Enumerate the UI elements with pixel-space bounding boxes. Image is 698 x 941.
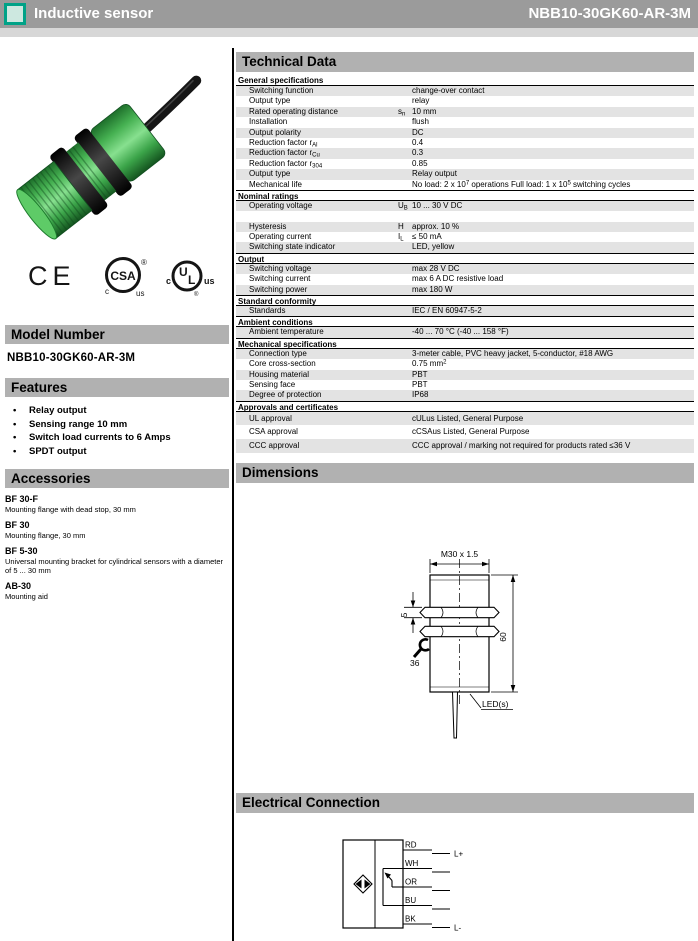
spec-label: Housing material (249, 369, 310, 379)
accessory-name: BF 5-30 (5, 546, 38, 556)
spec-row (236, 412, 694, 426)
svg-text:c: c (105, 287, 109, 296)
spec-row (236, 107, 694, 117)
spec-symbol (398, 274, 412, 284)
spec-label: Hysteresis (249, 221, 287, 231)
svg-text:®: ® (141, 258, 147, 267)
spec-section-title: General specifications (236, 75, 694, 86)
spec-symbol (398, 159, 412, 169)
wire-label-wh: WH (405, 859, 419, 868)
column-divider (232, 48, 234, 941)
spec-value: 0.4 (412, 137, 424, 147)
spec-value: PBT (412, 379, 428, 389)
spec-row (236, 232, 694, 242)
accessory-description: Mounting aid (5, 592, 48, 601)
accessory-item (5, 494, 229, 514)
spec-value: 3-meter cable, PVC heavy jacket, 5-conductor, #18 AWG (412, 348, 614, 358)
spec-symbol (398, 390, 412, 400)
spec-row (236, 264, 694, 274)
accessories-section-title: Accessories (5, 469, 229, 488)
wrench-icon (414, 639, 429, 657)
spec-row (236, 138, 694, 148)
spec-row (236, 425, 694, 439)
cable-outline (453, 692, 458, 738)
spec-label: Standards (249, 306, 286, 316)
spec-label: CCC approval (249, 440, 300, 450)
spec-row (236, 96, 694, 106)
page-header (0, 0, 698, 28)
spec-value: DC (412, 127, 424, 137)
wiring-diagram (236, 820, 696, 941)
spec-label: Operating current (249, 232, 312, 242)
ce-mark: CE (28, 261, 76, 291)
svg-text:c: c (166, 276, 172, 286)
accessory-item (5, 581, 229, 601)
spec-row (236, 148, 694, 158)
spec-symbol (398, 169, 412, 179)
spec-symbol (398, 96, 412, 106)
accessory-description: Mounting flange, 30 mm (5, 531, 86, 540)
spec-symbol (398, 439, 412, 453)
technical-data-section-title: Technical Data (236, 52, 694, 72)
feature-item: • Relay output (5, 404, 229, 418)
wire-label-or: OR (405, 877, 417, 887)
spec-section-title: Approvals and certificates (236, 401, 694, 412)
wire-label-rd: RD (405, 840, 417, 850)
spec-label: Switching voltage (249, 263, 312, 273)
spec-row (236, 359, 694, 369)
nut-height-label: 5 (399, 612, 409, 618)
spec-row (236, 439, 694, 453)
spec-symbol (398, 380, 412, 390)
accessories-list (5, 494, 229, 601)
spec-value: max 28 V DC (412, 263, 460, 273)
spec-symbol (398, 349, 412, 359)
spec-value: PBT (412, 369, 428, 379)
spec-label (236, 211, 398, 221)
spec-label: Connection type (249, 348, 307, 358)
svg-text:us: us (136, 289, 145, 298)
spec-value: relay (412, 96, 430, 106)
accessory-name: AB-30 (5, 581, 32, 591)
wire-label-bk: BK (405, 914, 416, 924)
spec-label: Reduction factor $r_{Al}$ (249, 137, 318, 149)
spec-symbol (398, 148, 412, 158)
accessory-description: Universal mounting bracket for cylindrical sensors with a diameter of 5 ... 30 mm (5, 557, 224, 575)
spec-symbol (398, 128, 412, 138)
spec-symbol: $I_L$ (398, 232, 404, 243)
spec-symbol (398, 242, 412, 252)
spec-section-title: Nominal ratings (236, 190, 694, 201)
spec-symbol (398, 370, 412, 380)
product-photo (8, 40, 222, 252)
accessory-item (5, 546, 229, 575)
technical-data-table (236, 75, 694, 453)
certification-logos (10, 252, 222, 300)
spec-row (236, 274, 694, 284)
spec-label: Reduction factor $r_{304}$ (249, 158, 323, 170)
spec-label: Switching power (249, 284, 308, 294)
spec-row (236, 117, 694, 127)
spec-label: Degree of protection (249, 390, 322, 400)
spec-value: 10 mm (412, 106, 437, 116)
spec-label: Output type (249, 169, 291, 179)
spec-row (236, 380, 694, 390)
spec-symbol (398, 285, 412, 295)
feature-item: • SPDT output (5, 445, 229, 459)
spec-value: cCSAus Listed, General Purpose (412, 427, 530, 437)
spec-row (236, 242, 694, 252)
svg-text:CSA: CSA (110, 269, 136, 283)
spec-row (236, 306, 694, 316)
svg-text:®: ® (194, 292, 199, 298)
spec-row (236, 327, 694, 337)
dimension-drawing (236, 545, 696, 745)
wrench-size-label: 36 (410, 658, 420, 668)
spec-value (412, 211, 694, 221)
spec-symbol (398, 359, 412, 369)
spec-value: 0.75 $mm^2$ (412, 359, 447, 369)
spec-row (236, 169, 694, 179)
spec-symbol (398, 117, 412, 127)
spec-value: approx. 10 % (412, 221, 460, 231)
spec-value: 0.85 (412, 158, 428, 168)
model-number-section-title: Model Number (5, 325, 229, 344)
spec-value: Relay output (412, 169, 457, 179)
spec-label: UL approval (249, 413, 292, 423)
led-label: LED(s) (482, 699, 509, 709)
spec-value: CCC approval / marking not required for products rated ≤36 V (412, 440, 631, 450)
spec-symbol (398, 412, 412, 426)
spec-value: max 6 A DC resistive load (412, 274, 504, 284)
header-model-number: NBB10-30GK60-AR-3M (528, 5, 691, 22)
spec-symbol (398, 86, 412, 96)
spec-symbol (398, 211, 412, 221)
spec-label: Switching function (249, 86, 314, 95)
accessory-name: BF 30-F (5, 494, 39, 504)
spec-row (236, 211, 694, 221)
spec-symbol (398, 306, 412, 316)
supply-positive-label: L+ (454, 849, 464, 859)
spec-value: max 180 W (412, 284, 453, 294)
spec-section-title: Output (236, 253, 694, 264)
left-column (5, 325, 229, 601)
spec-section-title: Standard conformity (236, 295, 694, 306)
ul-mark (166, 262, 215, 298)
spec-symbol: $s_n$ (398, 106, 406, 118)
supply-negative-label: L- (454, 923, 462, 933)
spec-symbol (398, 327, 412, 337)
spec-row (236, 285, 694, 295)
spec-label: Output polarity (249, 127, 302, 137)
spec-row (236, 349, 694, 359)
spec-symbol: H (398, 221, 404, 231)
spec-row (236, 128, 694, 138)
spec-label: CSA approval (249, 427, 298, 437)
spec-label: Installation (249, 117, 288, 127)
feature-item: • Switch load currents to 6 Amps (5, 431, 229, 445)
spec-symbol (398, 180, 412, 190)
brand-square-icon (4, 3, 26, 25)
spec-value: cULus Listed, General Purpose (412, 413, 524, 423)
spec-symbol (398, 425, 412, 439)
spec-value: 10 ... 30 V DC (412, 200, 463, 210)
header-substrip (0, 28, 698, 37)
spec-value: -40 ... 70 °C (-40 ... 158 °F) (412, 327, 509, 337)
spec-label: Output type (249, 96, 291, 106)
spec-value: ≤ 50 mA (412, 232, 442, 242)
spec-row (236, 201, 694, 211)
spec-label: Mechanical life (249, 179, 302, 189)
accessory-name: BF 30 (5, 520, 30, 530)
spec-symbol (398, 264, 412, 274)
spec-row (236, 180, 694, 190)
spec-symbol: $U_B$ (398, 200, 408, 212)
spec-row (236, 159, 694, 169)
svg-text:L: L (188, 273, 196, 287)
spec-label: Operating voltage (249, 200, 313, 210)
spec-value: IEC / EN 60947-5-2 (412, 306, 482, 316)
model-number-value: NBB10-30GK60-AR-3M (7, 352, 136, 364)
spec-label: Switching current (249, 274, 311, 284)
thread-size-label: M30 x 1.5 (440, 549, 479, 559)
features-section-title: Features (5, 378, 229, 397)
body-length-label: 60 (498, 632, 508, 642)
spec-row (236, 390, 694, 400)
csa-mark (105, 258, 147, 298)
svg-text:U: U (179, 265, 188, 279)
spec-label: Switching state indicator (249, 242, 336, 252)
spec-label: Reduction factor $r_{Cu}$ (249, 148, 320, 159)
spec-section-title: Ambient conditions (236, 316, 694, 327)
dimensions-section-title: Dimensions (236, 463, 694, 483)
svg-text:us: us (204, 276, 215, 286)
feature-item: • Sensing range 10 mm (5, 418, 229, 432)
features-list (5, 404, 229, 458)
wire-label-bu: BU (405, 896, 417, 905)
spec-row (236, 222, 694, 232)
spec-value: No load: 2 x $10^7$ operations Full load: 1 x $10^5$ switching cycles (412, 179, 631, 189)
accessory-item (5, 520, 229, 540)
spec-value: flush (412, 117, 429, 127)
spec-label: Rated operating distance (249, 106, 338, 116)
sensor-block (343, 840, 403, 928)
spec-label: Core cross-section (249, 359, 316, 369)
accessory-description: Mounting flange with dead stop, 30 mm (5, 505, 136, 514)
spec-value: IP68 (412, 390, 429, 400)
electrical-section-title: Electrical Connection (236, 793, 694, 813)
spec-label: Sensing face (249, 379, 296, 389)
spec-value: 0.3 (412, 148, 424, 158)
spec-row (236, 86, 694, 96)
product-family-title: Inductive sensor (34, 5, 154, 22)
spec-label: Ambient temperature (249, 327, 324, 337)
spec-section-title: Mechanical specifications (236, 338, 694, 349)
spec-value: LED, yellow (412, 242, 455, 252)
spec-symbol (398, 138, 412, 148)
spec-row (236, 370, 694, 380)
spec-value: change-over contact (412, 86, 485, 95)
